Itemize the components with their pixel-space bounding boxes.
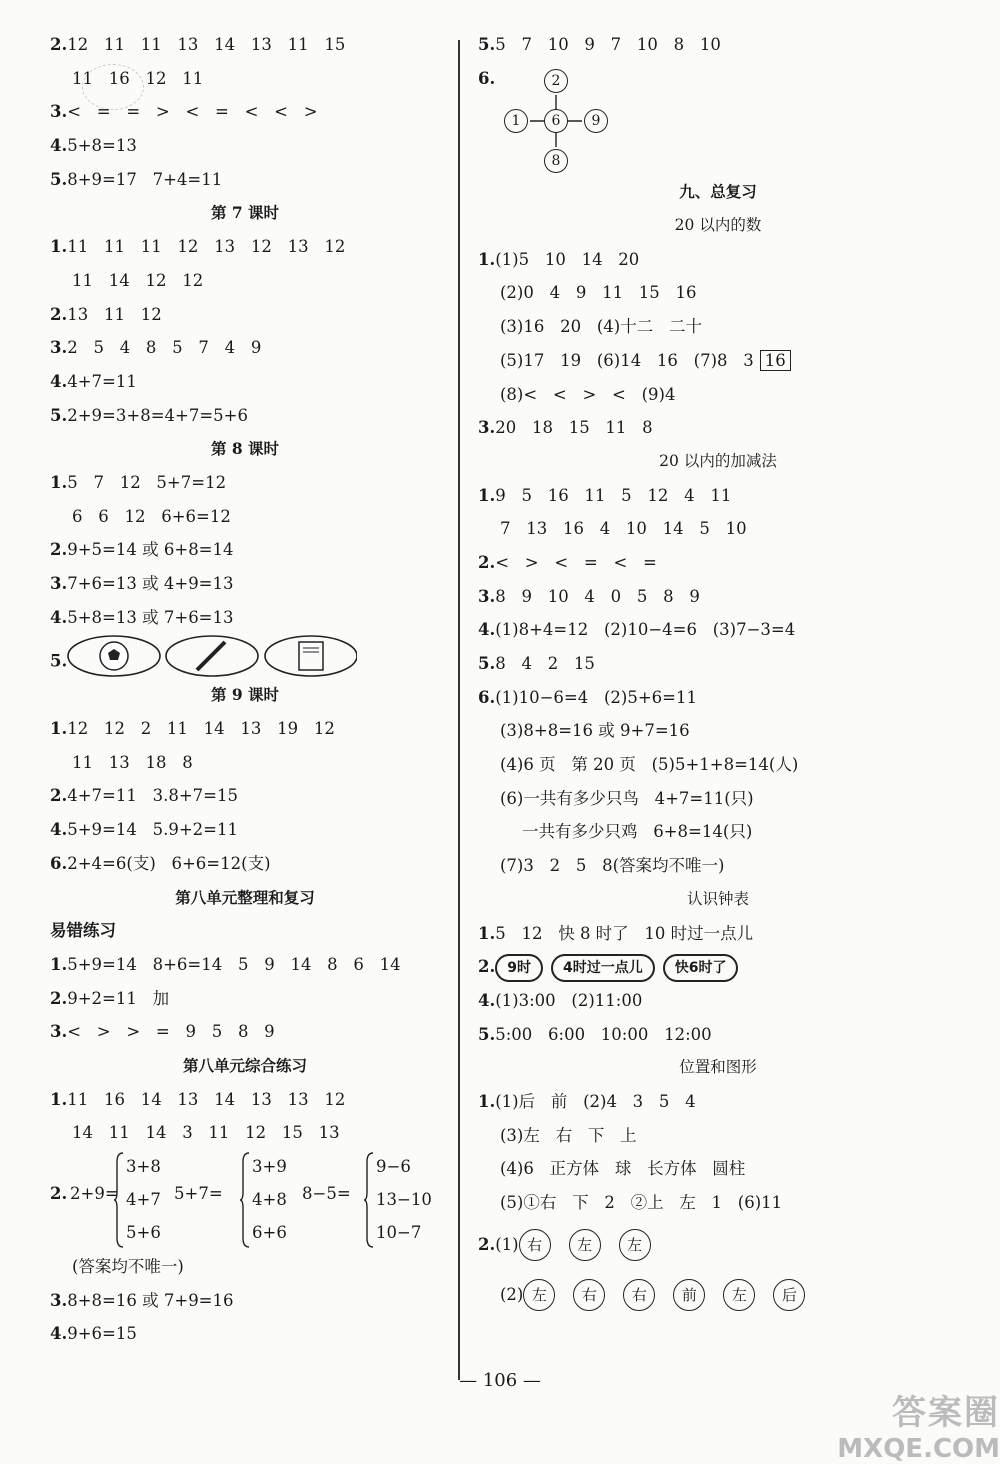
page-number: 106 xyxy=(482,1370,518,1391)
answer-text: < > < = < = xyxy=(495,552,657,572)
answer-text: 5 7 10 9 7 10 8 10 xyxy=(495,35,721,54)
answer-text: < = = > < = < < > xyxy=(67,102,318,122)
stack-item: 10−7 xyxy=(376,1223,422,1242)
answer-text: (6)一共有多少只鸟 4+7=11(只) xyxy=(500,788,754,808)
question-number: 5. xyxy=(478,35,496,54)
answer-line xyxy=(478,546,958,580)
answer-line xyxy=(478,411,958,445)
section-heading: 20 以内的数 xyxy=(674,216,762,235)
stack-item: 5+6 xyxy=(126,1223,161,1242)
answer-line xyxy=(478,681,958,715)
stack-item: 6+6 xyxy=(252,1223,287,1242)
answer-text: 11 14 12 12 xyxy=(72,270,204,290)
question-number: 2. xyxy=(478,1234,496,1254)
answer-line xyxy=(478,580,958,614)
answer-text: 5+8=13 xyxy=(67,136,137,156)
answer-options xyxy=(126,1150,161,1249)
answer-text: < > > = 9 5 8 9 xyxy=(67,1022,275,1042)
question-number: 5. xyxy=(478,654,496,673)
answer-text: (7)3 2 5 8(答案均不唯一) xyxy=(500,856,725,876)
answer-line xyxy=(478,1018,958,1052)
answer-line xyxy=(50,1317,440,1351)
answer-text: (4)6 正方体 球 长方体 圆柱 xyxy=(500,1159,746,1179)
answer-text: 7+6=13 或 4+9=13 xyxy=(67,574,234,593)
stack-item: 3+8 xyxy=(126,1157,161,1176)
answer-text: (2)0 4 9 11 15 16 xyxy=(500,283,697,303)
answer-text: 5+9=14 5.9+2=11 xyxy=(67,820,238,840)
answer-line xyxy=(50,813,440,847)
answer-text: 12 12 2 11 14 13 19 12 xyxy=(67,719,335,739)
answer-text: (1)3:00 (2)11:00 xyxy=(495,990,643,1010)
answer-text: 20 18 15 11 8 xyxy=(495,418,653,438)
answer-text: 12 11 11 13 14 13 11 15 xyxy=(67,35,346,54)
answer-line xyxy=(50,982,440,1016)
question-number: 4. xyxy=(50,1324,68,1344)
answer-text: 14 11 14 3 11 12 15 13 xyxy=(72,1123,340,1143)
answer-line xyxy=(50,1284,440,1318)
section-heading: 九、总复习 xyxy=(679,182,757,202)
answer-line xyxy=(50,365,440,399)
answer-line xyxy=(50,567,440,601)
answer-line xyxy=(478,1085,958,1119)
answer-text: 4+7=11 xyxy=(67,371,137,391)
answer-text: (5)17 19 (6)14 16 (7)8 3 xyxy=(500,350,754,370)
question-number: 3. xyxy=(50,102,68,122)
answer-line xyxy=(478,849,958,883)
circle-answer-row xyxy=(478,1220,958,1270)
answer-text: 9+2=11 加 xyxy=(67,988,170,1008)
circled-answer: 右 xyxy=(573,1279,605,1311)
section-heading: 第 8 课时 xyxy=(210,439,280,459)
answer-text: 6 6 12 6+6=12 xyxy=(72,506,231,526)
answer-text: 11 16 12 11 xyxy=(72,68,204,88)
answer-text: (1)5 10 14 20 xyxy=(495,249,640,269)
answer-line xyxy=(478,243,958,277)
answer-options xyxy=(376,1150,432,1249)
question-number: 5. xyxy=(50,651,68,671)
answer-line xyxy=(50,948,440,982)
circled-answer: 后 xyxy=(773,1279,805,1311)
question-number: 1. xyxy=(478,485,496,505)
equation-lhs: 8−5= xyxy=(302,1184,351,1203)
question-number: 3. xyxy=(478,586,496,606)
answer-text: 2+4=6(支) 6+6=12(支) xyxy=(67,853,271,873)
question-number: 5. xyxy=(50,169,68,189)
answer-line xyxy=(478,310,958,344)
answer-line xyxy=(50,601,440,635)
answer-line xyxy=(50,779,440,813)
answer-line xyxy=(50,163,440,197)
answer-text: 2 5 4 8 5 7 4 9 xyxy=(67,338,262,358)
boxed-answer: 16 xyxy=(760,350,791,371)
answer-text: (1)后 前 (2)4 3 5 4 xyxy=(495,1091,696,1111)
answer-text: 8 4 2 15 xyxy=(495,654,595,673)
answer-line xyxy=(478,714,958,748)
brace-mark xyxy=(114,1152,124,1248)
ovals-graphic xyxy=(67,634,357,678)
answer-text: 2+9=3+8=4+7=5+6 xyxy=(67,405,248,425)
sub-label: (1) xyxy=(495,1234,519,1254)
answer-line xyxy=(50,28,440,62)
answer-line xyxy=(478,1119,958,1153)
answer-line xyxy=(478,276,958,310)
watermark-url: MXQE.COM xyxy=(837,1434,1000,1464)
answer-text: 9 5 16 11 5 12 4 11 xyxy=(495,485,732,505)
circled-answer: 左 xyxy=(569,1229,601,1261)
brace-mark xyxy=(240,1152,250,1248)
answer-text: (3)左 右 下 上 xyxy=(500,1125,637,1145)
column-divider xyxy=(458,40,460,1380)
question-number: 1. xyxy=(478,923,496,943)
answer-line xyxy=(478,647,958,681)
answer-line xyxy=(50,1083,440,1117)
question-number: 4. xyxy=(50,136,68,156)
question-number: 2. xyxy=(478,552,496,572)
answer-text: (8)< < > < (9)4 xyxy=(500,384,676,404)
stack-item: 4+8 xyxy=(252,1190,287,1209)
question-number: 1. xyxy=(50,1089,68,1109)
answer-line xyxy=(478,1152,958,1186)
answer-line xyxy=(50,533,440,567)
answer-text: 5 12 快 8 时了 10 时过一点儿 xyxy=(495,923,754,943)
answer-line xyxy=(50,399,440,433)
stack-item: 3+9 xyxy=(252,1157,287,1176)
section-heading: 20 以内的加减法 xyxy=(659,451,777,470)
question-number: 4. xyxy=(50,371,68,391)
answer-text: (1)8+4=12 (2)10−4=6 (3)7−3=4 xyxy=(495,620,796,640)
answer-line xyxy=(50,847,440,881)
question-number: 4. xyxy=(50,607,68,627)
circled-answer: 右 xyxy=(623,1279,655,1311)
question-number: 4. xyxy=(478,990,496,1010)
answer-line xyxy=(50,500,440,534)
question-number: 3. xyxy=(50,1290,68,1310)
equation-lhs: 5+7= xyxy=(174,1184,223,1203)
answer-line xyxy=(50,230,440,264)
answer-line xyxy=(478,378,958,412)
question-number: 2. xyxy=(50,35,68,54)
answer-text: 8+9=17 7+4=11 xyxy=(67,169,223,189)
answer-line xyxy=(50,466,440,500)
answer-line xyxy=(50,1250,440,1284)
question-number: 5. xyxy=(50,405,68,425)
equation-lhs: 2+9= xyxy=(70,1184,119,1203)
answer-text: 4+7=11 3.8+7=15 xyxy=(67,786,238,806)
answer-options xyxy=(252,1150,287,1249)
question-number: 3. xyxy=(478,418,496,438)
answer-line xyxy=(478,917,958,951)
answer-text: 5+9=14 8+6=14 5 9 14 8 6 14 xyxy=(67,954,401,974)
graph-node-left: 1 xyxy=(504,109,528,133)
answer-line xyxy=(478,984,958,1018)
answer-text: 11 11 11 12 13 12 13 12 xyxy=(67,237,346,257)
question-number: 2. xyxy=(50,540,68,560)
brace-mark xyxy=(364,1152,374,1248)
watermark-logo: 答案圈 xyxy=(892,1393,1000,1433)
left-column xyxy=(50,28,440,1351)
graph-node-right: 9 xyxy=(584,109,608,133)
clock-answer-pill: 快6时了 xyxy=(663,954,739,982)
stack-item: 4+7 xyxy=(126,1190,161,1209)
answer-text: 11 13 18 8 xyxy=(72,752,193,772)
question-number: 1. xyxy=(50,237,68,257)
question-number: 3. xyxy=(50,574,68,593)
answer-text: (5)①右 下 2 ②上 左 1 (6)11 xyxy=(500,1193,783,1212)
answer-text: 8+8=16 或 7+9=16 xyxy=(67,1290,234,1310)
question-number: 1. xyxy=(50,719,68,739)
question-number: 3. xyxy=(50,1022,68,1042)
answer-line xyxy=(478,1186,958,1220)
question-number: 2. xyxy=(50,988,68,1008)
answer-text: (3)16 20 (4)十二 二十 xyxy=(500,317,702,337)
sub-label: (2) xyxy=(500,1284,524,1304)
section-heading: 第八单元综合练习 xyxy=(182,1055,307,1075)
answer-text: (3)8+8=16 或 9+7=16 xyxy=(500,721,690,741)
answer-line xyxy=(478,344,958,378)
graph-node-top: 2 xyxy=(544,69,568,93)
answer-text: (答案均不唯一) xyxy=(72,1257,184,1276)
number-graph xyxy=(498,65,958,175)
question-number: 5. xyxy=(478,1024,496,1044)
page-footer: — 106 — xyxy=(459,1370,541,1391)
section-heading: 位置和图形 xyxy=(679,1058,757,1077)
question-number: 1. xyxy=(50,472,68,492)
answer-text: 5+8=13 或 7+6=13 xyxy=(67,607,234,627)
section-heading: 第 9 课时 xyxy=(210,685,280,705)
answer-line xyxy=(478,613,958,647)
clock-answer-pill: 4时过一点儿 xyxy=(551,954,655,982)
answer-line xyxy=(50,634,440,678)
question-number: 6. xyxy=(478,68,496,88)
answer-text: 13 11 12 xyxy=(67,304,162,324)
stack-item: 9−6 xyxy=(376,1157,411,1176)
section-heading: 认识钟表 xyxy=(686,889,749,908)
circled-answer: 前 xyxy=(673,1279,705,1311)
answer-text: 5:00 6:00 10:00 12:00 xyxy=(495,1024,712,1044)
subsection-heading: 易错练习 xyxy=(50,921,116,941)
question-number: 1. xyxy=(50,954,68,974)
question-number: 1. xyxy=(478,249,496,269)
circled-answer: 右 xyxy=(519,1229,551,1261)
answer-line xyxy=(478,815,958,849)
graph-node-bottom: 8 xyxy=(544,149,568,173)
stack-item: 13−10 xyxy=(376,1190,432,1209)
section-heading: 第八单元整理和复习 xyxy=(175,887,315,907)
answer-text: (4)6 页 第 20 页 (5)5+1+8=14(人) xyxy=(500,755,799,775)
answer-text: 8 9 10 4 0 5 8 9 xyxy=(495,586,700,606)
answer-line xyxy=(50,712,440,746)
answer-text: 11 16 14 13 14 13 13 12 xyxy=(67,1089,346,1109)
watermark xyxy=(835,1385,1000,1464)
answer-text: 7 13 16 4 10 14 5 10 xyxy=(500,519,747,539)
answer-text: 9+5=14 或 6+8=14 xyxy=(67,540,234,560)
question-number: 2. xyxy=(50,786,68,806)
graph-node-center: 6 xyxy=(544,109,568,133)
answer-line xyxy=(50,62,440,96)
answer-line xyxy=(50,746,440,780)
circle-answer-row xyxy=(478,1270,958,1320)
answer-line xyxy=(50,298,440,332)
answer-text: 9+6=15 xyxy=(67,1324,137,1344)
question-number: 3. xyxy=(50,338,68,358)
answer-line xyxy=(478,512,958,546)
section-heading: 第 7 课时 xyxy=(210,203,280,223)
answer-line xyxy=(50,1015,440,1049)
answer-line xyxy=(50,1116,440,1150)
answer-line xyxy=(478,950,958,984)
answer-line xyxy=(478,782,958,816)
question-number: 6. xyxy=(50,853,68,873)
circled-answer: 左 xyxy=(723,1279,755,1311)
answer-line xyxy=(50,264,440,298)
question-number: 1. xyxy=(478,1091,496,1111)
answer-line xyxy=(478,28,958,62)
circled-answer: 左 xyxy=(523,1279,555,1311)
answer-line xyxy=(50,129,440,163)
clock-answer-pill: 9时 xyxy=(495,954,543,982)
question-number: 2. xyxy=(50,1184,68,1203)
question-number: 6. xyxy=(478,687,496,707)
question-number: 4. xyxy=(478,620,496,640)
answer-line xyxy=(478,479,958,513)
question-number: 4. xyxy=(50,820,68,840)
answer-text: (1)10−6=4 (2)5+6=11 xyxy=(495,687,697,707)
brace-problem xyxy=(50,1150,440,1250)
answer-line xyxy=(50,331,440,365)
right-column xyxy=(478,28,958,1320)
question-number: 2. xyxy=(50,304,68,324)
answer-text: 5 7 12 5+7=12 xyxy=(67,472,227,492)
answer-text: 一共有多少只鸡 6+8=14(只) xyxy=(522,822,753,842)
circled-answer: 左 xyxy=(619,1229,651,1261)
answer-line xyxy=(50,95,440,129)
answer-line xyxy=(478,748,958,782)
question-number: 2. xyxy=(478,957,496,977)
